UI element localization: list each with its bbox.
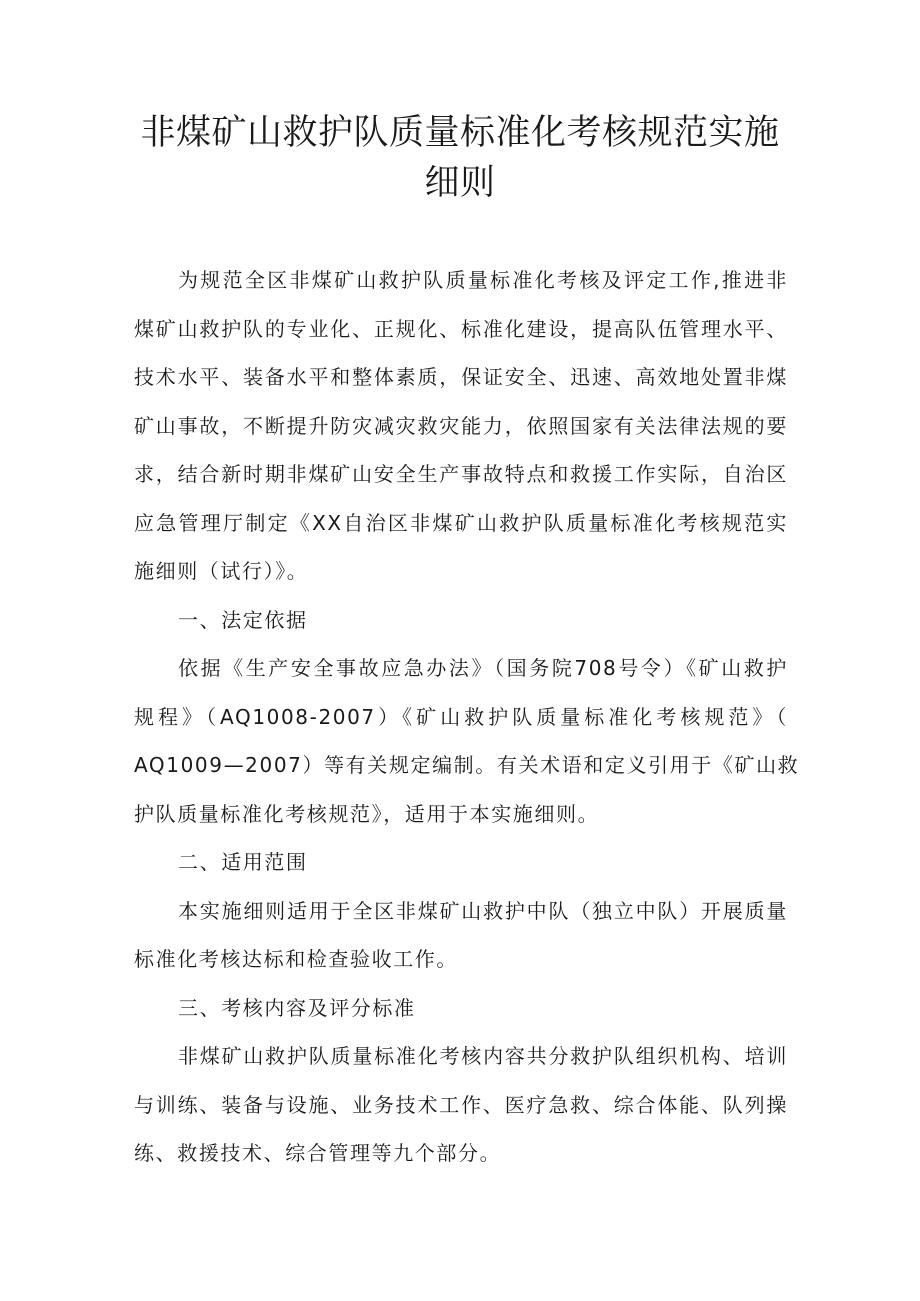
section-heading: 一、法定依据: [178, 607, 308, 632]
text-line: 为规范全区非煤矿山救护队质量标准化考核及评定工作,推进非: [178, 268, 788, 292]
title-line: 细则: [424, 163, 496, 203]
document-body: [134, 256, 800, 1178]
title-line: 非煤矿山救护队质量标准化考核规范实施: [140, 113, 780, 153]
text-line: 依据《生产安全事故应急办法》（国务院708号令）《矿山救护: [178, 656, 788, 680]
section-heading: 二、适用范围: [178, 850, 308, 874]
content-paragraph: [134, 1032, 788, 1178]
text-line: 矿山事故，不断提升防灾减灾救灾能力，依照国家有关法律法规的要: [134, 413, 788, 438]
section-heading: 三、考核内容及评分标准: [178, 995, 416, 1020]
text-line: 规程》（AQ1008-2007）《矿山救护队质量标准化考核规范》（: [134, 704, 788, 729]
text-line: 标准化考核达标和检查验收工作。: [134, 947, 458, 971]
text-line: 与训练、装备与设施、业务技术工作、医疗急救、综合体能、队列操: [134, 1092, 788, 1117]
text-line: 本实施细则适用于全区非煤矿山救护中队（独立中队）开展质量: [178, 898, 788, 923]
text-line: 求，结合新时期非煤矿山安全生产事故特点和救援工作实际，自治区: [134, 462, 788, 486]
intro-paragraph: [134, 256, 788, 596]
section-heading-scope: [134, 838, 788, 887]
text-line: AQ1009—2007）等有关规定编制。有关术语和定义引用于《矿山救: [134, 753, 800, 777]
section-heading-legal-basis: [134, 596, 788, 645]
text-line: 非煤矿山救护队质量标准化考核内容共分救护队组织机构、培训: [178, 1044, 788, 1068]
text-line: 应急管理厅制定《XX自治区非煤矿山救护队质量标准化考核规范实: [134, 510, 788, 535]
basis-paragraph: [134, 644, 800, 838]
text-line: 护队质量标准化考核规范》，适用于本实施细则。: [134, 801, 600, 826]
text-line: 煤矿山救护队的专业化、正规化、标准化建设，提高队伍管理水平、: [134, 316, 788, 341]
section-heading-assessment: [134, 984, 788, 1033]
text-line: 技术水平、装备水平和整体素质，保证安全、迅速、高效地处置非煤: [134, 365, 788, 389]
document-title: [110, 108, 810, 208]
text-line: 练、救援技术、综合管理等九个部分。: [134, 1141, 502, 1165]
scope-paragraph: [134, 887, 788, 984]
text-line: 施细则（试行）》。: [134, 559, 309, 583]
